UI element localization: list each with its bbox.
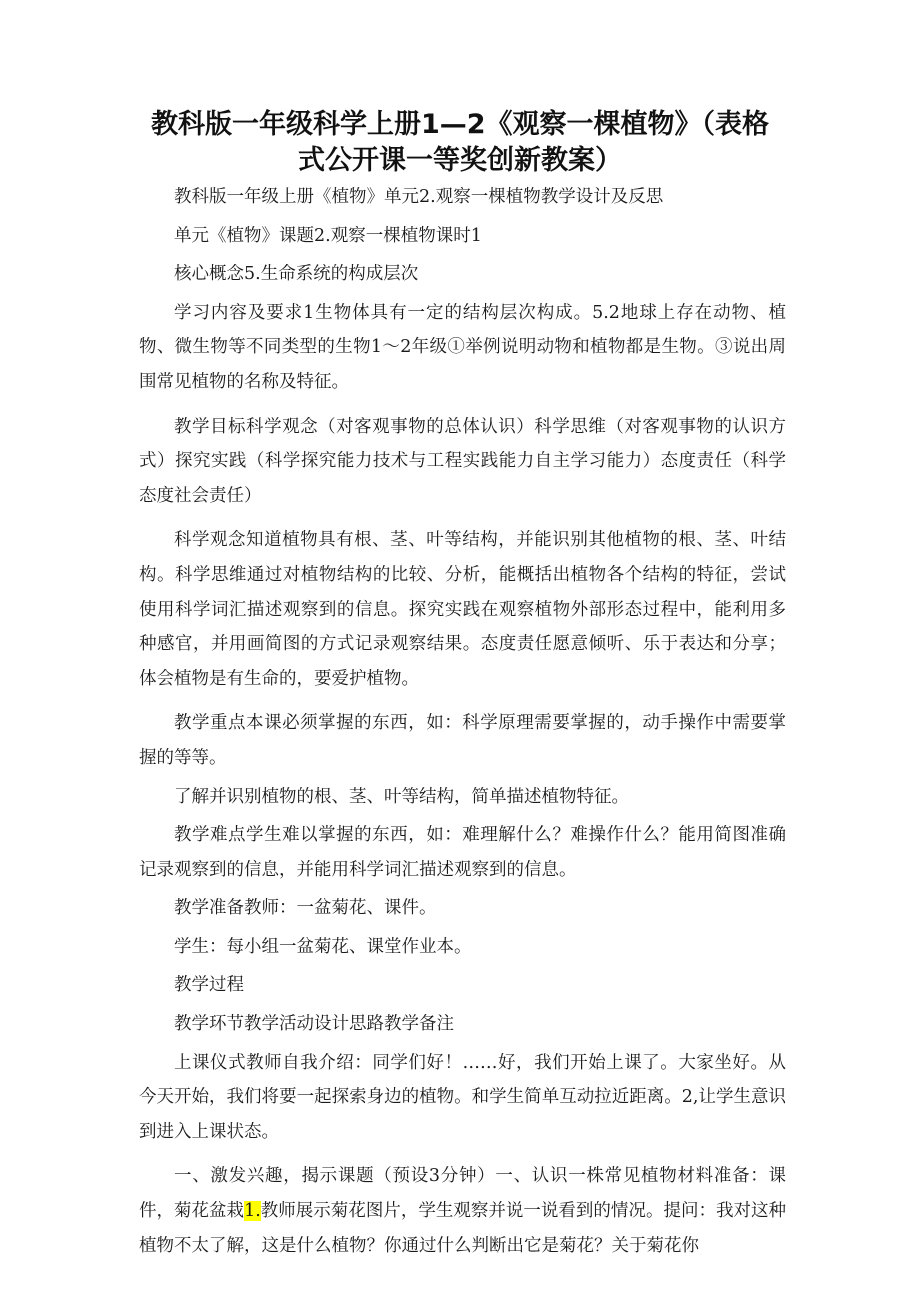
paragraph-core-concept: 核心概念5.生命系统的构成层次 bbox=[174, 264, 419, 285]
paragraph-preparation-student: 学生：每小组一盆菊花、课堂作业本。 bbox=[174, 936, 472, 957]
paragraph-class-opening: 上课仪式教师自我介绍：同学们好！……好，我们开始上课了。大家坐好。从今天开始，我们将要一起探索身边的植物。和学生简单互动拉近距离。2,让学生意识到进入上课状态。 bbox=[139, 1052, 786, 1142]
paragraph-learning-content: 学习内容及要求1生物体具有一定的结构层次构成。5.2地球上存在动物、植物、微生物等不同类型的生物1～2年级①举例说明动物和植物都是生物。③说出周围常见植物的名称及特征。 bbox=[139, 302, 786, 392]
paragraph-preparation-teacher: 教学准备教师：一盆菊花、课件。 bbox=[174, 898, 437, 919]
paragraph-teaching-goals: 教学目标科学观念（对客观事物的总体认识）科学思维（对客观事物的认识方式）探究实践（科学探究能力技术与工程实践能力自主学习能力）态度责任（科学态度社会责任） bbox=[139, 416, 786, 506]
paragraph-text-after: 教师展示菊花图片，学生观察并说一说看到的情况。提问：我对这种植物不太了解，这是什么植物？你通过什么判断出它是菊花？关于菊花你 bbox=[139, 1201, 787, 1256]
paragraph-difficulties: 教学难点学生难以掌握的东西，如：难理解什么？难操作什么？能用简图准确记录观察到的信息，并能用科学词汇描述观察到的信息。 bbox=[139, 825, 786, 880]
paragraph-science-concepts: 科学观念知道植物具有根、茎、叶等结构，并能识别其他植物的根、茎、叶结构。科学思维通过对植物结构的比较、分析，能概括出植物各个结构的特征，尝试使用科学词汇描述观察到的信息。探究实践在观察植物外部形态过程中，能利用多种感官，并用画简图的方式记录观察结果。态度责任愿意倾听、乐于表达和分享；体会植物是有生命的，要爱护植物。 bbox=[139, 530, 786, 689]
highlighted-text: 1. bbox=[244, 1201, 261, 1222]
paragraph-process-heading: 教学过程 bbox=[174, 975, 244, 996]
paragraph-stimulate-interest bbox=[139, 1159, 786, 1263]
paragraph-key-points-detail: 了解并识别植物的根、茎、叶等结构，简单描述植物特征。 bbox=[174, 786, 629, 807]
document-body bbox=[139, 180, 786, 1263]
document-title: 教科版一年级科学上册1—2《观察一棵植物》（表格式公开课一等奖创新教案） bbox=[150, 109, 770, 176]
paragraph-text-before: 一、激发兴趣，揭示课题（预设3分钟）一、认识一株常见植物材料准备：课件，菊花盆栽 bbox=[139, 1166, 786, 1222]
paragraph-table-header: 教学环节教学活动设计思路教学备注 bbox=[174, 1014, 454, 1035]
paragraph-key-points: 教学重点本课必须掌握的东西，如：科学原理需要掌握的，动手操作中需要掌握的等等。 bbox=[139, 713, 786, 768]
paragraph-unit: 单元《植物》课题2.观察一棵植物课时1 bbox=[174, 225, 482, 246]
paragraph-subtitle: 教科版一年级上册《植物》单元2.观察一棵植物教学设计及反思 bbox=[174, 187, 664, 207]
